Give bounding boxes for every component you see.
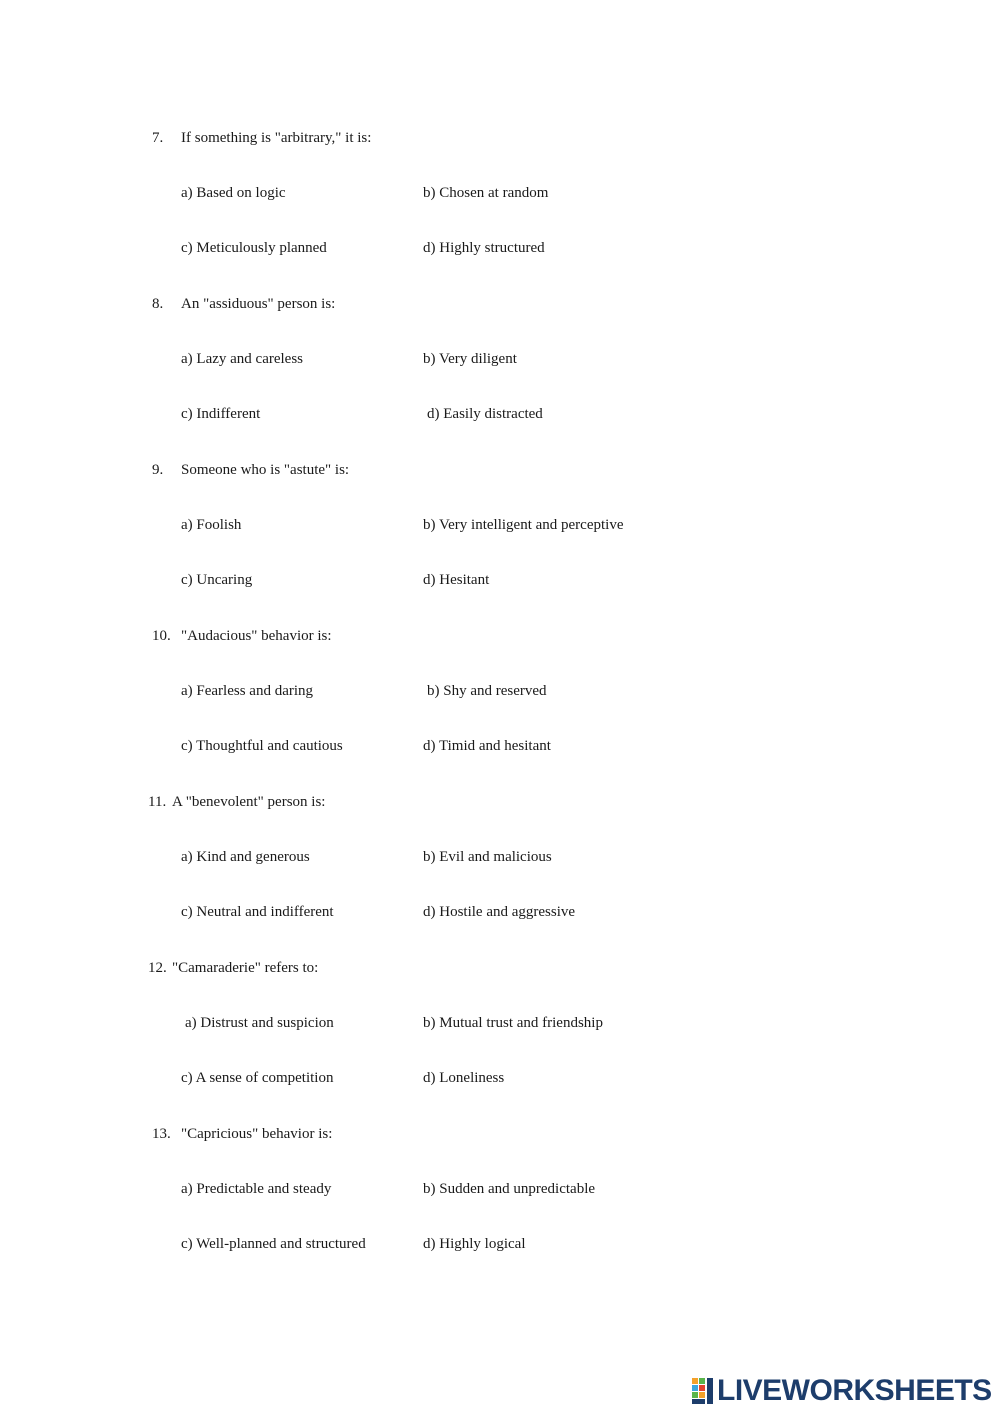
question-8-option-b[interactable]: b) Very diligent <box>423 351 517 367</box>
question-8-option-c[interactable]: c) Indifferent <box>181 406 261 422</box>
question-11-option-b[interactable]: b) Evil and malicious <box>423 849 552 865</box>
question-9-option-c[interactable]: c) Uncaring <box>181 572 253 588</box>
brand-name: LIVEWORKSHEETS <box>717 1374 992 1407</box>
question-7-number: 7. <box>152 130 164 146</box>
question-10-option-b[interactable]: b) Shy and reserved <box>427 683 547 699</box>
question-9-option-b[interactable]: b) Very intelligent and perceptive <box>423 517 624 533</box>
question-12-option-b[interactable]: b) Mutual trust and friendship <box>423 1015 603 1031</box>
question-7-prompt: If something is "arbitrary," it is: <box>181 130 372 146</box>
liveworksheets-logo-icon <box>692 1378 714 1404</box>
question-10-number: 10. <box>152 628 171 644</box>
question-12-option-a[interactable]: a) Distrust and suspicion <box>185 1015 334 1031</box>
question-10-option-a[interactable]: a) Fearless and daring <box>181 683 314 699</box>
question-10-option-d[interactable]: d) Timid and hesitant <box>423 738 551 754</box>
question-8-prompt: An "assiduous" person is: <box>181 296 336 312</box>
brand-watermark <box>692 1374 992 1408</box>
question-9-option-d[interactable]: d) Hesitant <box>423 572 490 588</box>
question-9-option-a[interactable]: a) Foolish <box>181 517 242 533</box>
question-13-prompt: "Capricious" behavior is: <box>181 1126 333 1142</box>
question-7-option-c[interactable]: c) Meticulously planned <box>181 240 327 256</box>
question-11-option-c[interactable]: c) Neutral and indifferent <box>181 904 334 920</box>
question-7-option-d[interactable]: d) Highly structured <box>423 240 545 256</box>
question-13-option-c[interactable]: c) Well-planned and structured <box>181 1236 366 1252</box>
question-8-number: 8. <box>152 296 164 312</box>
question-11-number: 11. <box>148 794 167 810</box>
question-9-prompt: Someone who is "astute" is: <box>181 462 350 478</box>
question-8-option-d[interactable]: d) Easily distracted <box>427 406 543 422</box>
question-9-number: 9. <box>152 462 164 478</box>
question-11-option-d[interactable]: d) Hostile and aggressive <box>423 904 576 920</box>
question-13-number: 13. <box>152 1126 171 1142</box>
question-13-option-d[interactable]: d) Highly logical <box>423 1236 526 1252</box>
question-7-option-b[interactable]: b) Chosen at random <box>423 185 549 201</box>
question-11-prompt: A "benevolent" person is: <box>172 794 326 810</box>
question-10-option-c[interactable]: c) Thoughtful and cautious <box>181 738 343 754</box>
question-12-option-d[interactable]: d) Loneliness <box>423 1070 505 1086</box>
question-8-option-a[interactable]: a) Lazy and careless <box>181 351 304 367</box>
question-7-option-a[interactable]: a) Based on logic <box>181 185 286 201</box>
question-12-option-c[interactable]: c) A sense of competition <box>181 1070 334 1086</box>
question-10-prompt: "Audacious" behavior is: <box>181 628 332 644</box>
question-12-prompt: "Camaraderie" refers to: <box>172 960 319 976</box>
question-13-option-b[interactable]: b) Sudden and unpredictable <box>423 1181 596 1197</box>
question-11-option-a[interactable]: a) Kind and generous <box>181 849 310 865</box>
question-12-number: 12. <box>148 960 167 976</box>
question-13-option-a[interactable]: a) Predictable and steady <box>181 1181 332 1197</box>
